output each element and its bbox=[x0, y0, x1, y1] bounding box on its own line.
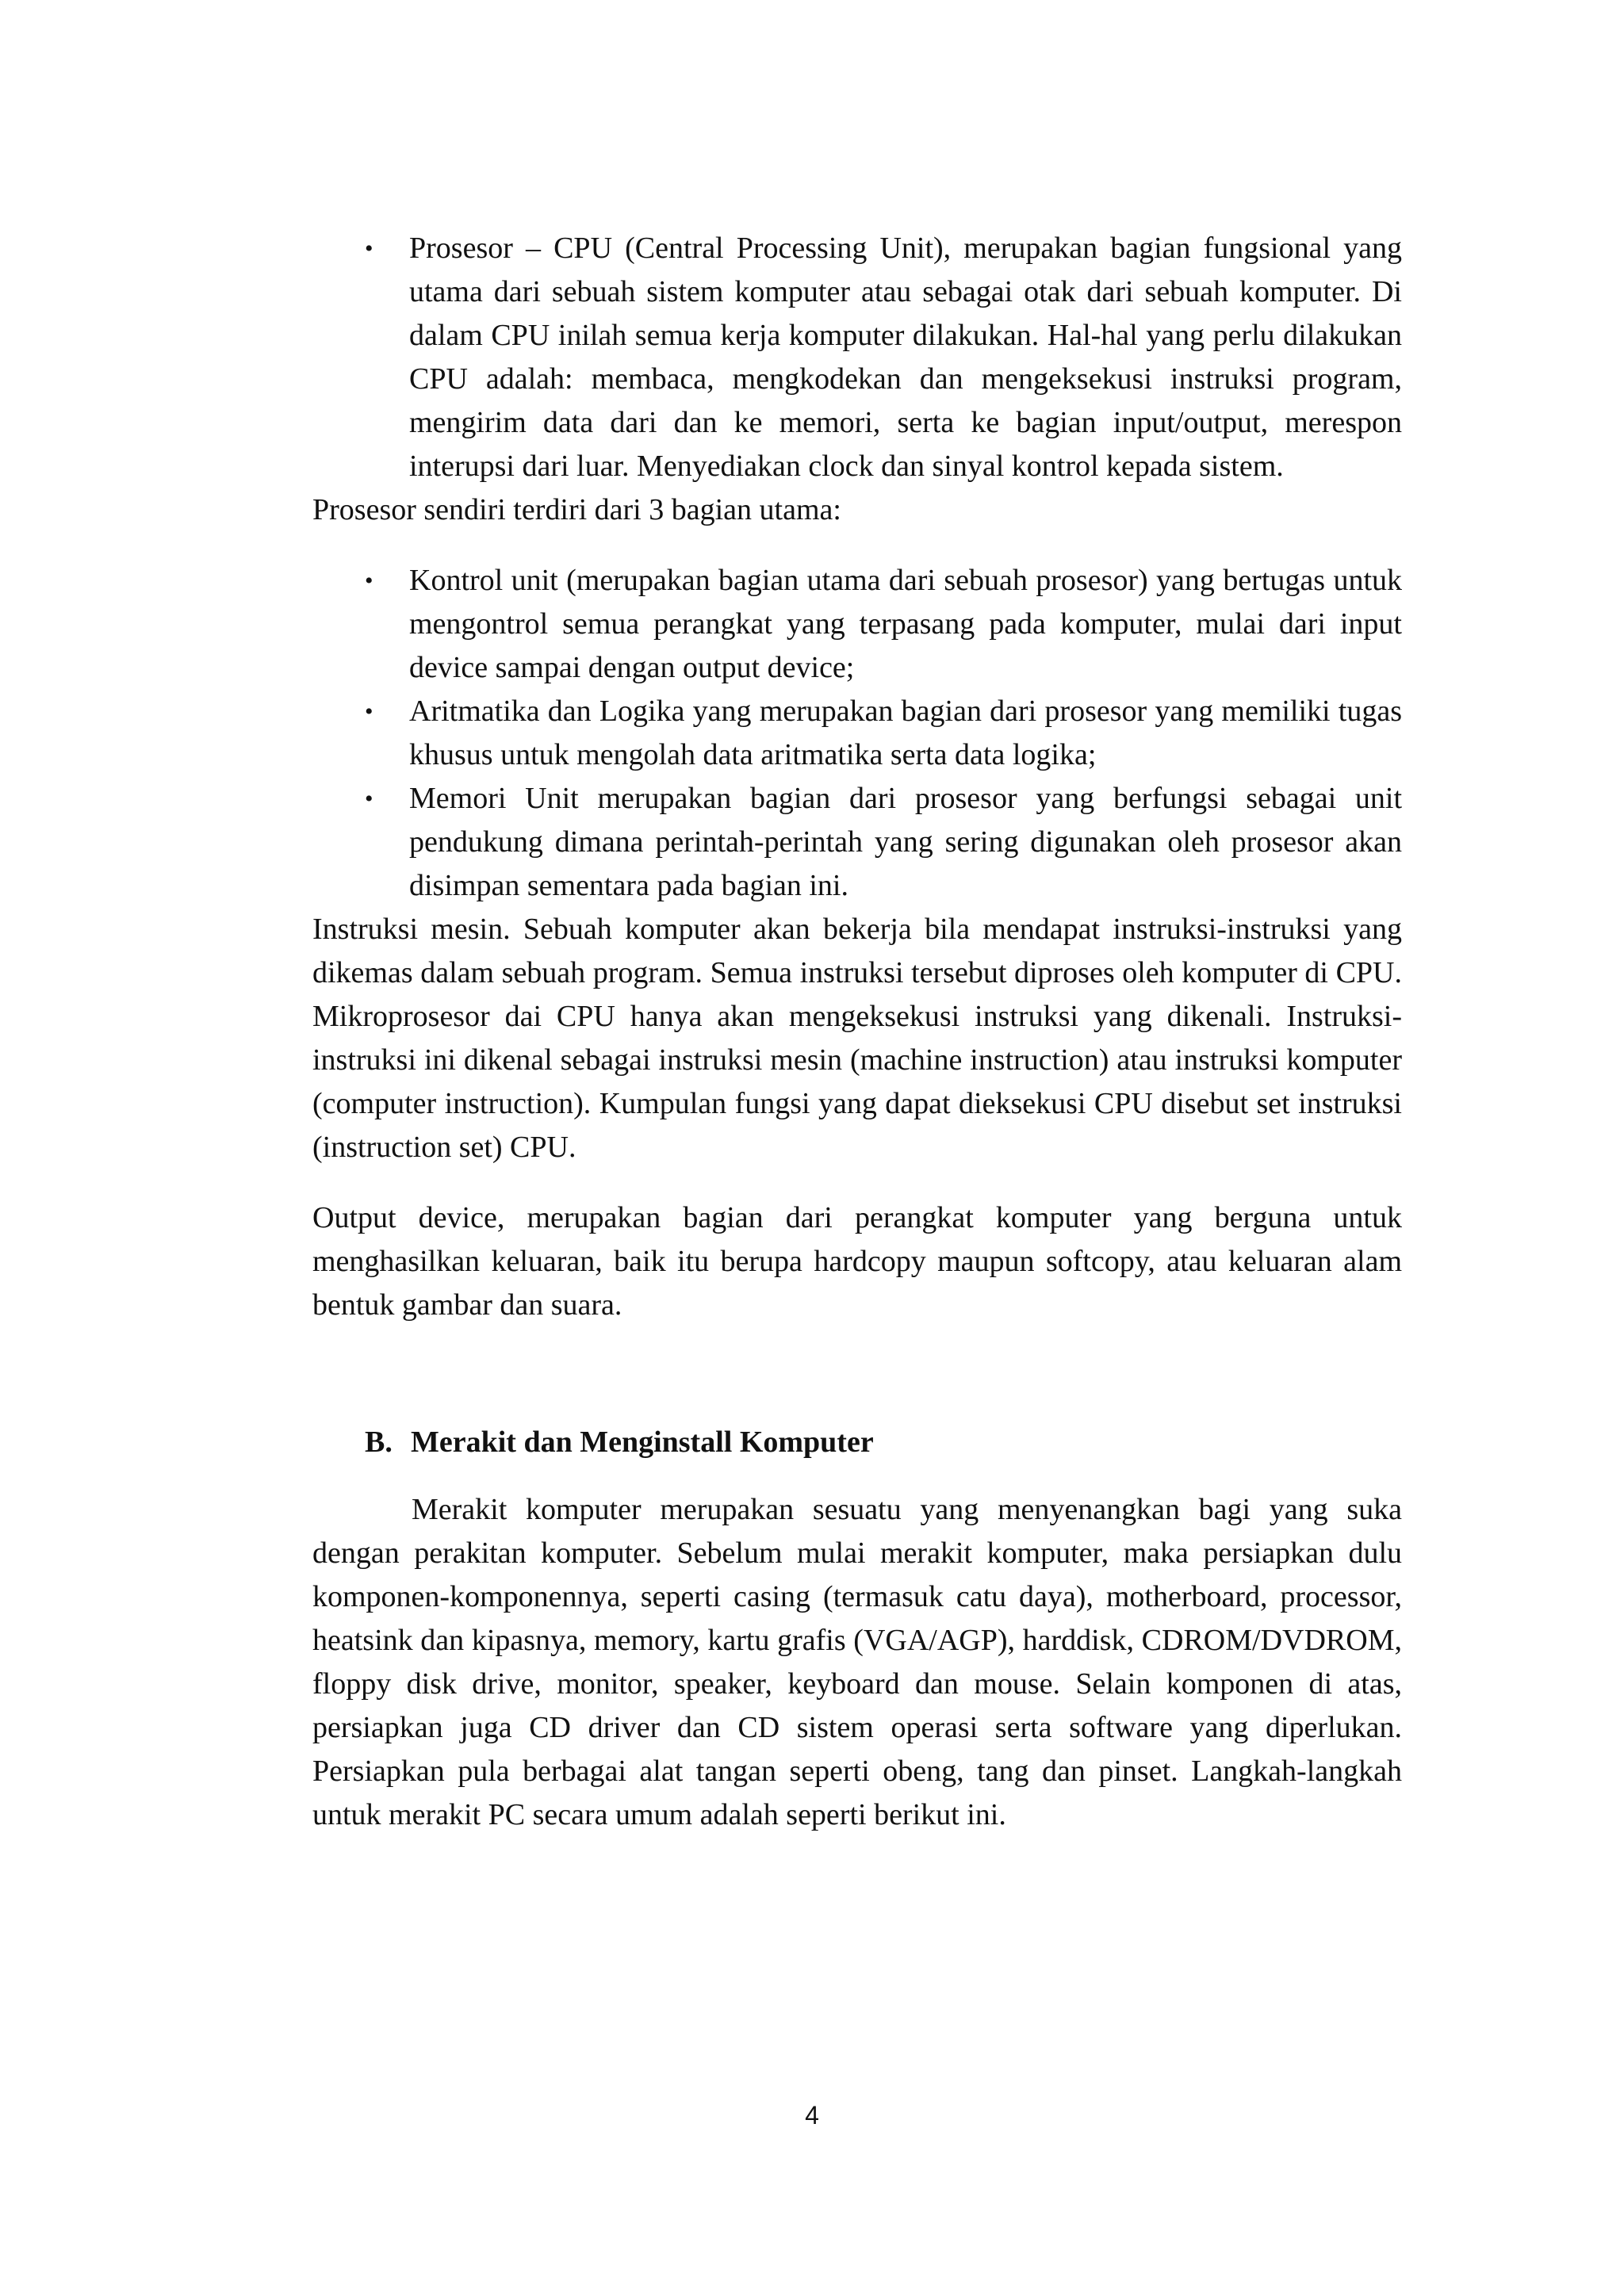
section-title: Merakit dan Menginstall Komputer bbox=[411, 1425, 874, 1459]
bullet-icon: • bbox=[365, 568, 373, 594]
list-item bbox=[312, 690, 1402, 777]
list-item-text: Prosesor – CPU (Central Processing Unit), merupakan bagian fungsional yang utama dari sebuah sistem komputer atau sebagai otak dari sebuah komputer. Di dalam CPU inilah semua kerja komputer dilakukan. Hal-hal yang perlu dilakukan CPU adalah: membaca, mengkodekan dan mengeksekusi instruksi program, mengirim data dari dan ke memori, serta ke bagian input/output, merespon interupsi dari luar. Menyediakan clock dan sinyal kontrol kepada sistem. bbox=[409, 232, 1402, 483]
page-content bbox=[312, 227, 1402, 1837]
page-number: 4 bbox=[805, 2101, 819, 2130]
cpu-bullet-list bbox=[312, 227, 1402, 488]
list-item bbox=[312, 559, 1402, 690]
list-item-text: Kontrol unit (merupakan bagian utama dari sebuah prosesor) yang bertugas untuk mengontrol semua perangkat yang terpasang pada komputer, mulai dari input device sampai dengan output device; bbox=[409, 564, 1402, 684]
bullet-icon: • bbox=[365, 235, 373, 262]
prosesor-intro-paragraph: Prosesor sendiri terdiri dari 3 bagian utama: bbox=[312, 493, 841, 526]
merakit-paragraph: Merakit komputer merupakan sesuatu yang menyenangkan bagi yang suka dengan perakitan komputer. Sebelum mulai merakit komputer, maka persiapkan dulu komponen-komponennya, seperti casing (termasuk catu daya), motherboard, processor, heatsink dan kipasnya, memory, kartu grafis (VGA/AGP), harddisk, CDROM/DVDROM, floppy disk drive, monitor, speaker, keyboard dan mouse. Selain komponen di atas, persiapkan juga CD driver dan CD sistem operasi serta software yang diperlukan. Persiapkan pula berbagai alat tangan seperti obeng, tang dan pinset. Langkah-langkah untuk merakit PC secara umum adalah seperti berikut ini. bbox=[312, 1493, 1402, 1831]
instruksi-mesin-paragraph: Instruksi mesin. Sebuah komputer akan bekerja bila mendapat instruksi-instruksi yang dikemas dalam sebuah program. Semua instruksi tersebut diproses oleh komputer di CPU. Mikroprosesor dai CPU hanya akan mengeksekusi instruksi yang dikenali. Instruksi-instruksi ini dikenal sebagai instruksi mesin (machine instruction) atau instruksi komputer (computer instruction). Kumpulan fungsi yang dapat dieksekusi CPU disebut set instruksi (instruction set) CPU. bbox=[312, 913, 1402, 1164]
list-item-text: Aritmatika dan Logika yang merupakan bagian dari prosesor yang memiliki tugas khusus untuk mengolah data aritmatika serta data logika; bbox=[409, 695, 1402, 771]
section-heading bbox=[312, 1421, 1402, 1464]
section-number: B. bbox=[365, 1425, 393, 1459]
list-item bbox=[312, 777, 1402, 908]
bullet-icon: • bbox=[365, 786, 373, 812]
bullet-icon: • bbox=[365, 698, 373, 725]
list-item bbox=[312, 227, 1402, 488]
prosesor-parts-list bbox=[312, 559, 1402, 908]
output-device-paragraph: Output device, merupakan bagian dari perangkat komputer yang berguna untuk menghasilkan keluaran, baik itu berupa hardcopy maupun softcopy, atau keluaran alam bentuk gambar dan suara. bbox=[312, 1201, 1402, 1322]
list-item-text: Memori Unit merupakan bagian dari prosesor yang berfungsi sebagai unit pendukung dimana perintah-perintah yang sering digunakan oleh prosesor akan disimpan sementara pada bagian ini. bbox=[409, 782, 1402, 902]
